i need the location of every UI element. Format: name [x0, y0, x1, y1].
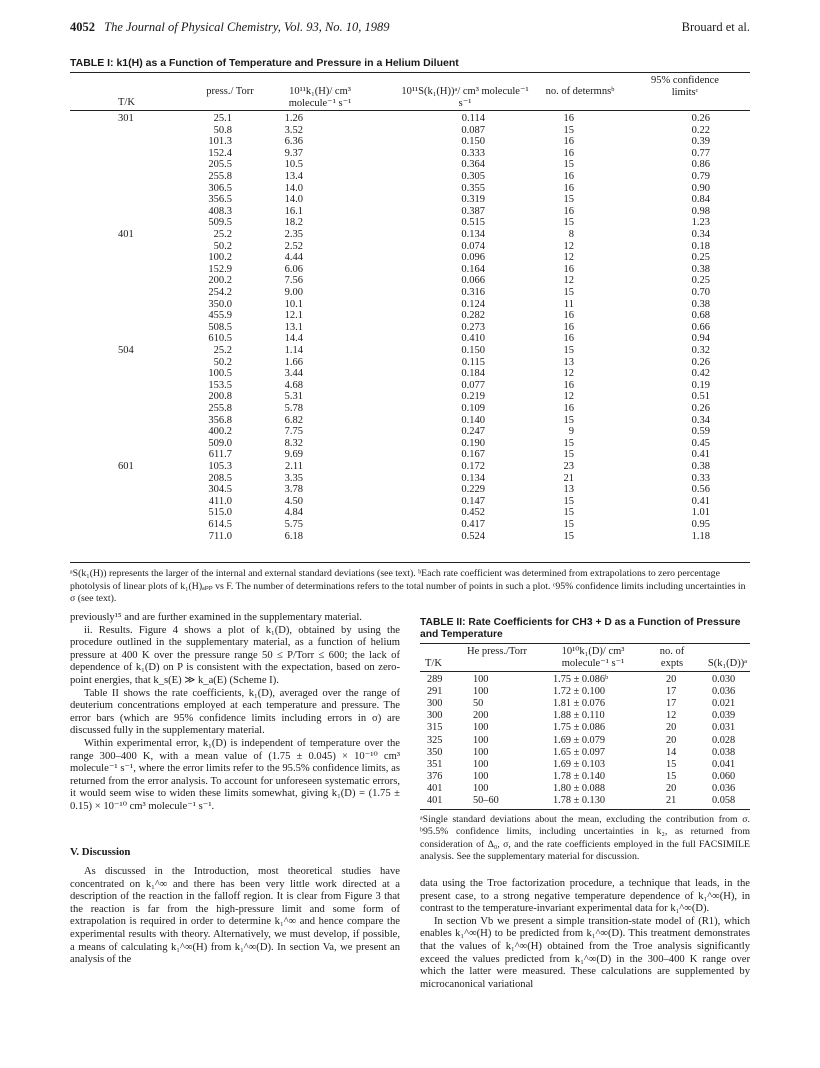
table1-cell: 0.26: [691, 356, 710, 368]
table1-cell: 15: [563, 194, 574, 206]
table1-cell: 153.5: [208, 379, 232, 391]
table1-cell: 6.36: [284, 136, 303, 148]
table1-cell: 3.78: [284, 484, 303, 496]
paragraph: previously¹⁵ and are further examined in the supplementary material.: [70, 612, 362, 623]
table1-cell: 0.98: [691, 205, 710, 217]
table1-cell: 1.18: [691, 530, 710, 542]
table1-cell: 509.0: [208, 437, 232, 449]
table2-cell: 100: [473, 674, 489, 685]
table2-header-n: no. of expts: [659, 646, 685, 669]
table2-cell: 14: [666, 746, 677, 758]
table2-cell: 1.69 ± 0.079: [553, 734, 605, 746]
table1-cell: 0.273: [461, 321, 485, 333]
table2-cell: 376: [427, 770, 443, 782]
table1-cell: 3.52: [284, 124, 303, 136]
table1-bottom-rule: [70, 562, 750, 563]
table1-cell: 0.077: [461, 379, 485, 391]
table2-cell: 0.041: [712, 758, 736, 770]
table1-cell: 23: [563, 461, 574, 472]
table1-header-n: no. of determnsᵇ: [545, 86, 615, 97]
table1-cell: 7.75: [284, 426, 303, 438]
table1-cell: 15: [563, 159, 574, 171]
table1-temperature: 401: [118, 229, 134, 240]
table1-cell: 18.2: [284, 217, 303, 229]
table1-cell: 0.41: [691, 495, 710, 507]
table1-cell: 100.2: [208, 252, 232, 264]
table1-cell: 0.115: [461, 356, 485, 368]
table2-cell: 1.80 ± 0.088: [553, 782, 605, 794]
table1-cell: 16: [563, 147, 574, 159]
table2-cell: 100: [473, 770, 489, 782]
table2-cell: 200: [473, 710, 489, 722]
table1-cell: 408.3: [208, 205, 232, 217]
section-heading: V. Discussion: [70, 846, 131, 858]
table2-cell: 0.038: [712, 746, 736, 758]
table1-cell: 0.164: [461, 263, 485, 275]
table1-cell: 0.316: [461, 287, 485, 298]
table1-cell: 16: [563, 136, 574, 148]
table1-cell: 1.23: [691, 217, 710, 229]
table1-cell: 0.410: [461, 333, 485, 345]
table1-cell: 1.01: [691, 507, 710, 519]
table2-cell: 15: [666, 770, 677, 782]
table2-cell: 12: [666, 710, 677, 722]
table2-cell: 50: [473, 698, 484, 710]
table1-cell: 15: [563, 345, 574, 356]
table1-footnote: ᵃS(k₁(H)) represents the larger of the internal and external standard deviations (see text). ᵇEach rate coefficient was determined from extrapolations to zero percentage photolysis of linear plots of k₁(H)ₐₚₚ vs F. The number of determinations refers to the total number of points in such a plot. ᶜ95% confidence limits including uncertainties in σ (see text).: [70, 568, 746, 604]
table2-cell: 15: [666, 758, 677, 770]
table1-cell: 306.5: [208, 182, 232, 194]
table1-cell: 0.95: [691, 519, 710, 530]
table1-cell: 0.134: [461, 229, 485, 240]
table1-cell: 0.26: [691, 403, 710, 414]
table1-cell: 0.25: [691, 252, 710, 264]
table1-cell: 0.59: [691, 426, 710, 438]
table2-cell: 1.72 ± 0.100: [553, 686, 605, 698]
table2-cell: 401: [427, 795, 443, 806]
table1-cell: 0.84: [691, 194, 710, 206]
paragraph: In section Vb we present a simple transition-state model of (R1), which enables k₁^∞(H) to be predicted from k₁^∞(D). This treatment demonstrates that the values of k₁^∞(H) obtained from the Troe analysis significantly exceed the values predicted from k₁^∞(D) in the 300–400 K range over which the latter were measured. These calculations are supplemented by microcanonical variational: [420, 915, 750, 990]
table2-cell: 401: [427, 782, 443, 794]
table2-cell: 291: [427, 686, 443, 698]
table1-cell: 16: [563, 310, 574, 322]
table1-cell: 11: [563, 298, 574, 310]
table1-cell: 614.5: [208, 519, 232, 530]
table2-cell: 1.69 ± 0.103: [553, 758, 605, 770]
table2-top-rule: [420, 643, 750, 644]
table1-cell: 0.19: [691, 379, 710, 391]
table1-temperature: 301: [118, 113, 134, 124]
table1-cell: 5.78: [284, 403, 303, 414]
table2-cell: 0.039: [712, 710, 736, 722]
table1-cell: 0.417: [461, 519, 485, 530]
table1-cell: 16: [563, 113, 574, 124]
table1-cell: 16: [563, 171, 574, 182]
table1-cell: 4.84: [284, 507, 303, 519]
table1-cell: 356.8: [208, 414, 232, 426]
table1-top-rule: [70, 72, 750, 73]
table2-cell: 1.88 ± 0.110: [553, 710, 605, 722]
table1-cell: 6.06: [284, 263, 303, 275]
table1-cell: 15: [563, 530, 574, 542]
table1-cell: 16: [563, 182, 574, 194]
table1-cell: 4.44: [284, 252, 303, 264]
table1-cell: 0.515: [461, 217, 485, 229]
table2-header-rule: [420, 671, 750, 672]
table2-cell: 0.031: [712, 722, 736, 734]
table2-cell: 20: [666, 674, 677, 685]
table2-cell: 1.81 ± 0.076: [553, 698, 605, 710]
table2-cell: 20: [666, 782, 677, 794]
table1-cell: 0.68: [691, 310, 710, 322]
table1-cell: 611.7: [208, 449, 232, 461]
table2-cell: 20: [666, 722, 677, 734]
table2-cell: 1.75 ± 0.086ᵇ: [553, 674, 609, 685]
table1-cell: 14.0: [284, 182, 303, 194]
table1-cell: 15: [563, 449, 574, 461]
table1-header-press: press./ Torr: [206, 86, 254, 97]
table1-cell: 0.355: [461, 182, 485, 194]
table1-cell: 100.5: [208, 368, 232, 380]
table2-footnote: ᵃSingle standard deviations about the mean, excluding the contribution from σ. ᵇ95.5% confidence limits, including uncertainties in k₂, as returned from consideration of Δ₀, σ, and the rate coefficients employed in the full FACSIMILE analysis. See the supplementary material for discussion.: [420, 814, 750, 862]
table1-cell: 2.52: [284, 240, 303, 252]
table1-cell: 304.5: [208, 484, 232, 496]
table1-cell: 15: [563, 287, 574, 298]
table1-cell: 200.8: [208, 391, 232, 403]
table2-cell: 1.78 ± 0.130: [553, 795, 605, 806]
table1-cell: 0.90: [691, 182, 710, 194]
table2-title: TABLE II: Rate Coefficients for CH3 + D as a Function of Pressure and Temperature: [420, 617, 741, 640]
table1-cell: 255.8: [208, 403, 232, 414]
table1-cell: 0.18: [691, 240, 710, 252]
table2-cell: 1.75 ± 0.086: [553, 722, 605, 734]
table1-cell: 10.1: [284, 298, 303, 310]
table1-cell: 0.147: [461, 495, 485, 507]
table2-cell: 1.65 ± 0.097: [553, 746, 605, 758]
left-column-bottom: [70, 866, 400, 967]
table2-cell: 0.021: [712, 698, 736, 710]
table1-cell: 0.305: [461, 171, 485, 182]
table2-cell: 100: [473, 782, 489, 794]
table1-cell: 0.150: [461, 345, 485, 356]
table1-cell: 4.50: [284, 495, 303, 507]
table2-cell: 0.036: [712, 686, 736, 698]
table1-cell: 0.79: [691, 171, 710, 182]
table1-cell: 12.1: [284, 310, 303, 322]
table1-cell: 15: [563, 437, 574, 449]
table1-cell: 15: [563, 519, 574, 530]
table1-temperature: 504: [118, 345, 134, 356]
table1-cell: 0.66: [691, 321, 710, 333]
table1-cell: 2.11: [285, 461, 303, 472]
table2-cell: 100: [473, 758, 489, 770]
table1-cell: 0.51: [691, 391, 710, 403]
table1-cell: 15: [563, 495, 574, 507]
paragraph: Within experimental error, k₁(D) is independent of temperature over the range 300–400 K, with a mean value of (1.75 ± 0.045) × 10⁻¹⁰ cm³ molecule⁻¹ s⁻¹, where the error limits refer to the 95.5% confidence limits, as returned from the error analysis. To account for unforeseen systematic errors, it would seem wise to widen these limits somewhat, giving k₁(D) = (1.75 ± 0.15) × 10⁻¹⁰ cm³ molecule⁻¹ s⁻¹.: [70, 737, 400, 812]
table2-cell: 350: [427, 746, 443, 758]
table2-cell: 315: [427, 722, 443, 734]
table1-cell: 7.56: [284, 275, 303, 287]
table1-cell: 14.0: [284, 194, 303, 206]
table1-cell: 255.8: [208, 171, 232, 182]
table2-header-t: T/K: [425, 658, 442, 669]
table1-cell: 50.8: [213, 124, 232, 136]
table1-cell: 14.4: [284, 333, 303, 345]
table1-cell: 0.247: [461, 426, 485, 438]
table1-cell: 13.1: [284, 321, 303, 333]
paragraph: data using the Troe factorization procedure, a technique that leads, in the present case, to a strong negative temperature dependence of k₁^∞(H), in contrast to the temperature-invariant experimental data for k₁^∞(D).: [420, 878, 750, 915]
table2-cell: 100: [473, 686, 489, 698]
table1-header-conf: 95% confidence limitsᶜ: [651, 75, 719, 98]
table1-cell: 0.45: [691, 437, 710, 449]
table1-header-s: 10¹¹S(k₁(H))ᵃ/ cm³ molecule⁻¹ s⁻¹: [401, 86, 529, 109]
table1-cell: 21: [563, 472, 574, 484]
table2-bottom-rule: [420, 809, 750, 810]
table1-cell: 0.319: [461, 194, 485, 206]
table1-cell: 0.77: [691, 147, 710, 159]
table2-cell: 1.78 ± 0.140: [553, 770, 605, 782]
running-authors: Brouard et al.: [681, 20, 750, 34]
table1-cell: 0.124: [461, 298, 485, 310]
table1-cell: 0.114: [461, 113, 485, 124]
table1-cell: 0.150: [461, 136, 485, 148]
journal-citation: The Journal of Physical Chemistry, Vol. 93, No. 10, 1989: [104, 20, 390, 34]
table1-cell: 0.38: [691, 298, 710, 310]
table1-cell: 0.087: [461, 124, 485, 136]
table1-cell: 0.42: [691, 368, 710, 380]
table1-cell: 356.5: [208, 194, 232, 206]
table1-cell: 0.282: [461, 310, 485, 322]
table1-cell: 2.35: [284, 229, 303, 240]
table1-cell: 0.167: [461, 449, 485, 461]
table2-cell: 0.036: [712, 782, 736, 794]
table1-cell: 25.2: [213, 229, 232, 240]
table1-cell: 13: [563, 356, 574, 368]
table1-cell: 0.190: [461, 437, 485, 449]
table1-header-t: T/K: [118, 97, 135, 108]
table1-cell: 0.86: [691, 159, 710, 171]
table2-cell: 0.028: [712, 734, 736, 746]
table1-cell: 15: [563, 124, 574, 136]
table1-cell: 208.5: [208, 472, 232, 484]
table1-cell: 105.3: [208, 461, 232, 472]
table1-cell: 0.94: [691, 333, 710, 345]
table1-cell: 0.333: [461, 147, 485, 159]
table1-cell: 13: [563, 484, 574, 496]
table1-cell: 8.32: [284, 437, 303, 449]
left-column-top: [70, 612, 400, 814]
table1-cell: 0.364: [461, 159, 485, 171]
table1-cell: 0.38: [691, 263, 710, 275]
table1-title: TABLE I: k1(H) as a Function of Temperature and Pressure in a Helium Diluent: [70, 57, 459, 69]
table1-cell: 205.5: [208, 159, 232, 171]
table1-cell: 50.2: [213, 356, 232, 368]
table2-header-k: 10¹⁰k₁(D)/ cm³ molecule⁻¹ s⁻¹: [561, 646, 625, 669]
table1-cell: 0.41: [691, 449, 710, 461]
table1-cell: 152.4: [208, 147, 232, 159]
table2-cell: 300: [427, 698, 443, 710]
table1-cell: 16: [563, 321, 574, 333]
table1-cell: 5.31: [284, 391, 303, 403]
table1-cell: 0.34: [691, 229, 710, 240]
table1-cell: 508.5: [208, 321, 232, 333]
table1-cell: 0.70: [691, 287, 710, 298]
table1-cell: 0.096: [461, 252, 485, 264]
table2-header-s: S(k₁(D))ᵃ: [707, 658, 748, 669]
table2-cell: 17: [666, 686, 677, 698]
table1-cell: 0.109: [461, 403, 485, 414]
table1-cell: 6.82: [284, 414, 303, 426]
table1-cell: 9.00: [284, 287, 303, 298]
table2-cell: 325: [427, 734, 443, 746]
paragraph: Table II shows the rate coefficients, k₁(D), averaged over the range of deuterium concentrations employed at each temperature and pressure. The error bars (which are 95% confidence limits including errors in σ) are discussed fully in the supplementary material.: [70, 687, 400, 737]
table1-temperature: 601: [118, 461, 134, 472]
table1-cell: 3.35: [284, 472, 303, 484]
table1-cell: 5.75: [284, 519, 303, 530]
table1-cell: 25.1: [213, 113, 232, 124]
table1-cell: 9.69: [284, 449, 303, 461]
page-header: [70, 20, 750, 36]
table2-cell: 0.060: [712, 770, 736, 782]
table2-cell: 351: [427, 758, 443, 770]
table1-cell: 0.066: [461, 275, 485, 287]
table1-cell: 8: [568, 229, 574, 240]
table1-cell: 12: [563, 252, 574, 264]
table1-cell: 16: [563, 333, 574, 345]
table2-cell: 289: [427, 674, 443, 685]
table2-cell: 21: [666, 795, 677, 806]
table1-cell: 515.0: [208, 507, 232, 519]
table1-cell: 15: [563, 217, 574, 229]
table1-cell: 0.33: [691, 472, 710, 484]
table1-cell: 6.18: [284, 530, 303, 542]
table1-cell: 0.219: [461, 391, 485, 403]
table1-cell: 0.34: [691, 414, 710, 426]
table1-cell: 0.229: [461, 484, 485, 496]
table1-cell: 0.452: [461, 507, 485, 519]
table1-cell: 9: [568, 426, 574, 438]
table1-cell: 16: [563, 263, 574, 275]
table1-cell: 0.38: [691, 461, 710, 472]
table1-cell: 455.9: [208, 310, 232, 322]
table1-cell: 200.2: [208, 275, 232, 287]
table2-cell: 100: [473, 746, 489, 758]
table1-cell: 13.4: [284, 171, 303, 182]
table2-cell: 50–60: [473, 795, 499, 806]
table1-cell: 400.2: [208, 426, 232, 438]
table1-cell: 0.387: [461, 205, 485, 217]
table1-cell: 0.140: [461, 414, 485, 426]
table2-cell: 20: [666, 734, 677, 746]
table2-cell: 17: [666, 698, 677, 710]
table1-cell: 25.2: [213, 345, 232, 356]
right-column: [420, 878, 750, 991]
table1-cell: 16.1: [284, 205, 303, 217]
table2-cell: 300: [427, 710, 443, 722]
table1-cell: 254.2: [208, 287, 232, 298]
table1-cell: 0.172: [461, 461, 485, 472]
table1-cell: 711.0: [208, 530, 232, 542]
page-number: 4052: [70, 20, 95, 34]
table1-cell: 0.32: [691, 345, 710, 356]
table1-cell: 1.14: [284, 345, 303, 356]
table2-cell: 100: [473, 734, 489, 746]
table1-cell: 152.9: [208, 263, 232, 275]
table1-cell: 12: [563, 368, 574, 380]
table2-header-he: He press./Torr: [467, 646, 527, 657]
table2-cell: 100: [473, 722, 489, 734]
table1-cell: 16: [563, 379, 574, 391]
table1-cell: 4.68: [284, 379, 303, 391]
table1-cell: 16: [563, 403, 574, 414]
table1-cell: 12: [563, 275, 574, 287]
table1-cell: 610.5: [208, 333, 232, 345]
table1-cell: 50.2: [213, 240, 232, 252]
table1-cell: 0.25: [691, 275, 710, 287]
table1-cell: 0.074: [461, 240, 485, 252]
paragraph-results: ii. Results. Figure 4 shows a plot of k₁(D), obtained by using the procedure outlined in the supplementary material, as a function of helium pressure at 400 K over the pressure range 50 ≤ P/Torr ≤ 600; the lack of dependence of k₁(D) on P is consistent with the expectation, based on zero-point energies, that k_s(E) ≫ k_a(E) (Scheme I).: [70, 624, 400, 686]
table1-cell: 0.134: [461, 472, 485, 484]
table1-cell: 15: [563, 507, 574, 519]
table1-cell: 3.44: [284, 368, 303, 380]
table1-cell: 509.5: [208, 217, 232, 229]
table1-cell: 10.5: [284, 159, 303, 171]
table2-cell: 0.058: [712, 795, 736, 806]
table1-header-rule: [70, 110, 750, 111]
table1-cell: 1.26: [284, 113, 303, 124]
table1-cell: 0.26: [691, 113, 710, 124]
table1-cell: 0.184: [461, 368, 485, 380]
table1-cell: 0.524: [461, 530, 485, 542]
table1-cell: 1.66: [284, 356, 303, 368]
table1-cell: 16: [563, 205, 574, 217]
table1-cell: 9.37: [284, 147, 303, 159]
table1-cell: 12: [563, 391, 574, 403]
table1-cell: 411.0: [208, 495, 232, 507]
table1-cell: 0.39: [691, 136, 710, 148]
table1-header-k: 10¹¹k₁(H)/ cm³ molecule⁻¹ s⁻¹: [288, 86, 352, 109]
table1-cell: 12: [563, 240, 574, 252]
table1-cell: 15: [563, 414, 574, 426]
table1-cell: 0.56: [691, 484, 710, 496]
table1-cell: 350.0: [208, 298, 232, 310]
table1-cell: 101.3: [208, 136, 232, 148]
table2-cell: 0.030: [712, 674, 736, 685]
table1-cell: 0.22: [691, 124, 710, 136]
paragraph: As discussed in the Introduction, most theoretical studies have concentrated on k₁^∞ and there has been very little work directed at a description of the reaction in the falloff region. It is clear from Figure 3 that the reaction is far from the high-pressure limit and some form of extrapolation is required in order to determine k₁^∞ and hence compare the experimental results with theory. Alternatively, we must develop, if possible, a means of calculating k₁^∞(H) from k₁^∞(D). In section Va, we present an analysis of the: [70, 866, 400, 966]
